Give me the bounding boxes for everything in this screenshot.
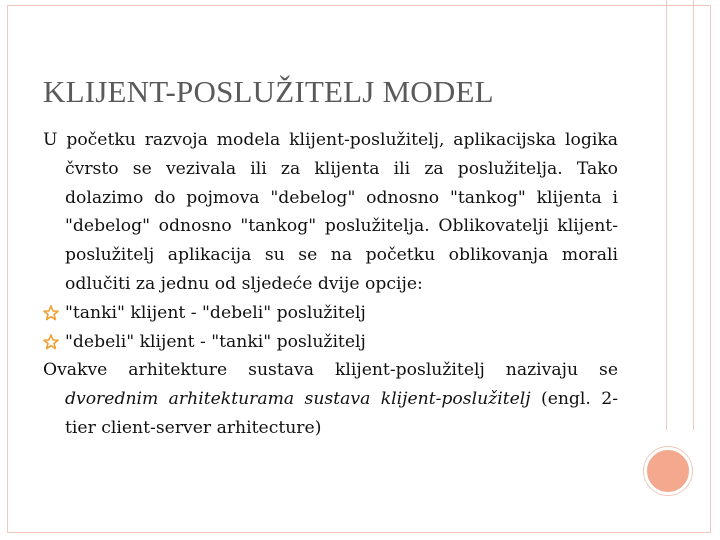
paragraph-conclusion — [43, 356, 618, 442]
slide-title: KLIJENT-POSLUŽITELJ MODEL — [43, 74, 494, 109]
bullet-item — [43, 328, 618, 357]
decorative-vertical-stripe — [666, 0, 694, 430]
conclusion-tail: (engl. 2-tier client-server arhitecture) — [65, 389, 618, 438]
conclusion-italic-term: dvorednim arhitekturama sustava klijent-poslužitelj — [65, 389, 531, 410]
star-outline-icon — [43, 328, 61, 356]
decorative-circle — [644, 447, 692, 495]
paragraph-intro: U početku razvoja modela klijent-poslužitelj, aplikacijska logika čvrsto se vezivala ili za klijenta ili za poslužitelja. Tako dolazimo do pojmova "debelog" odnosno "tankog" klijenta i "debelog" odnosno "tankog" poslužitelja. Oblikovatelji klijent-poslužitelj aplikacija su se na početku oblikovanja morali odlučiti za jednu od sljedeće dvije opcije: — [43, 130, 618, 294]
slide-body — [43, 126, 618, 443]
bullet-text: "tanki" klijent - "debeli" poslužitelj — [65, 302, 366, 323]
conclusion-lead: Ovakve arhitekture sustava klijent-poslužitelj nazivaju se — [43, 360, 618, 381]
bullet-item — [43, 299, 618, 328]
bullet-text: "debeli" klijent - "tanki" poslužitelj — [65, 331, 366, 352]
star-outline-icon — [43, 299, 61, 327]
